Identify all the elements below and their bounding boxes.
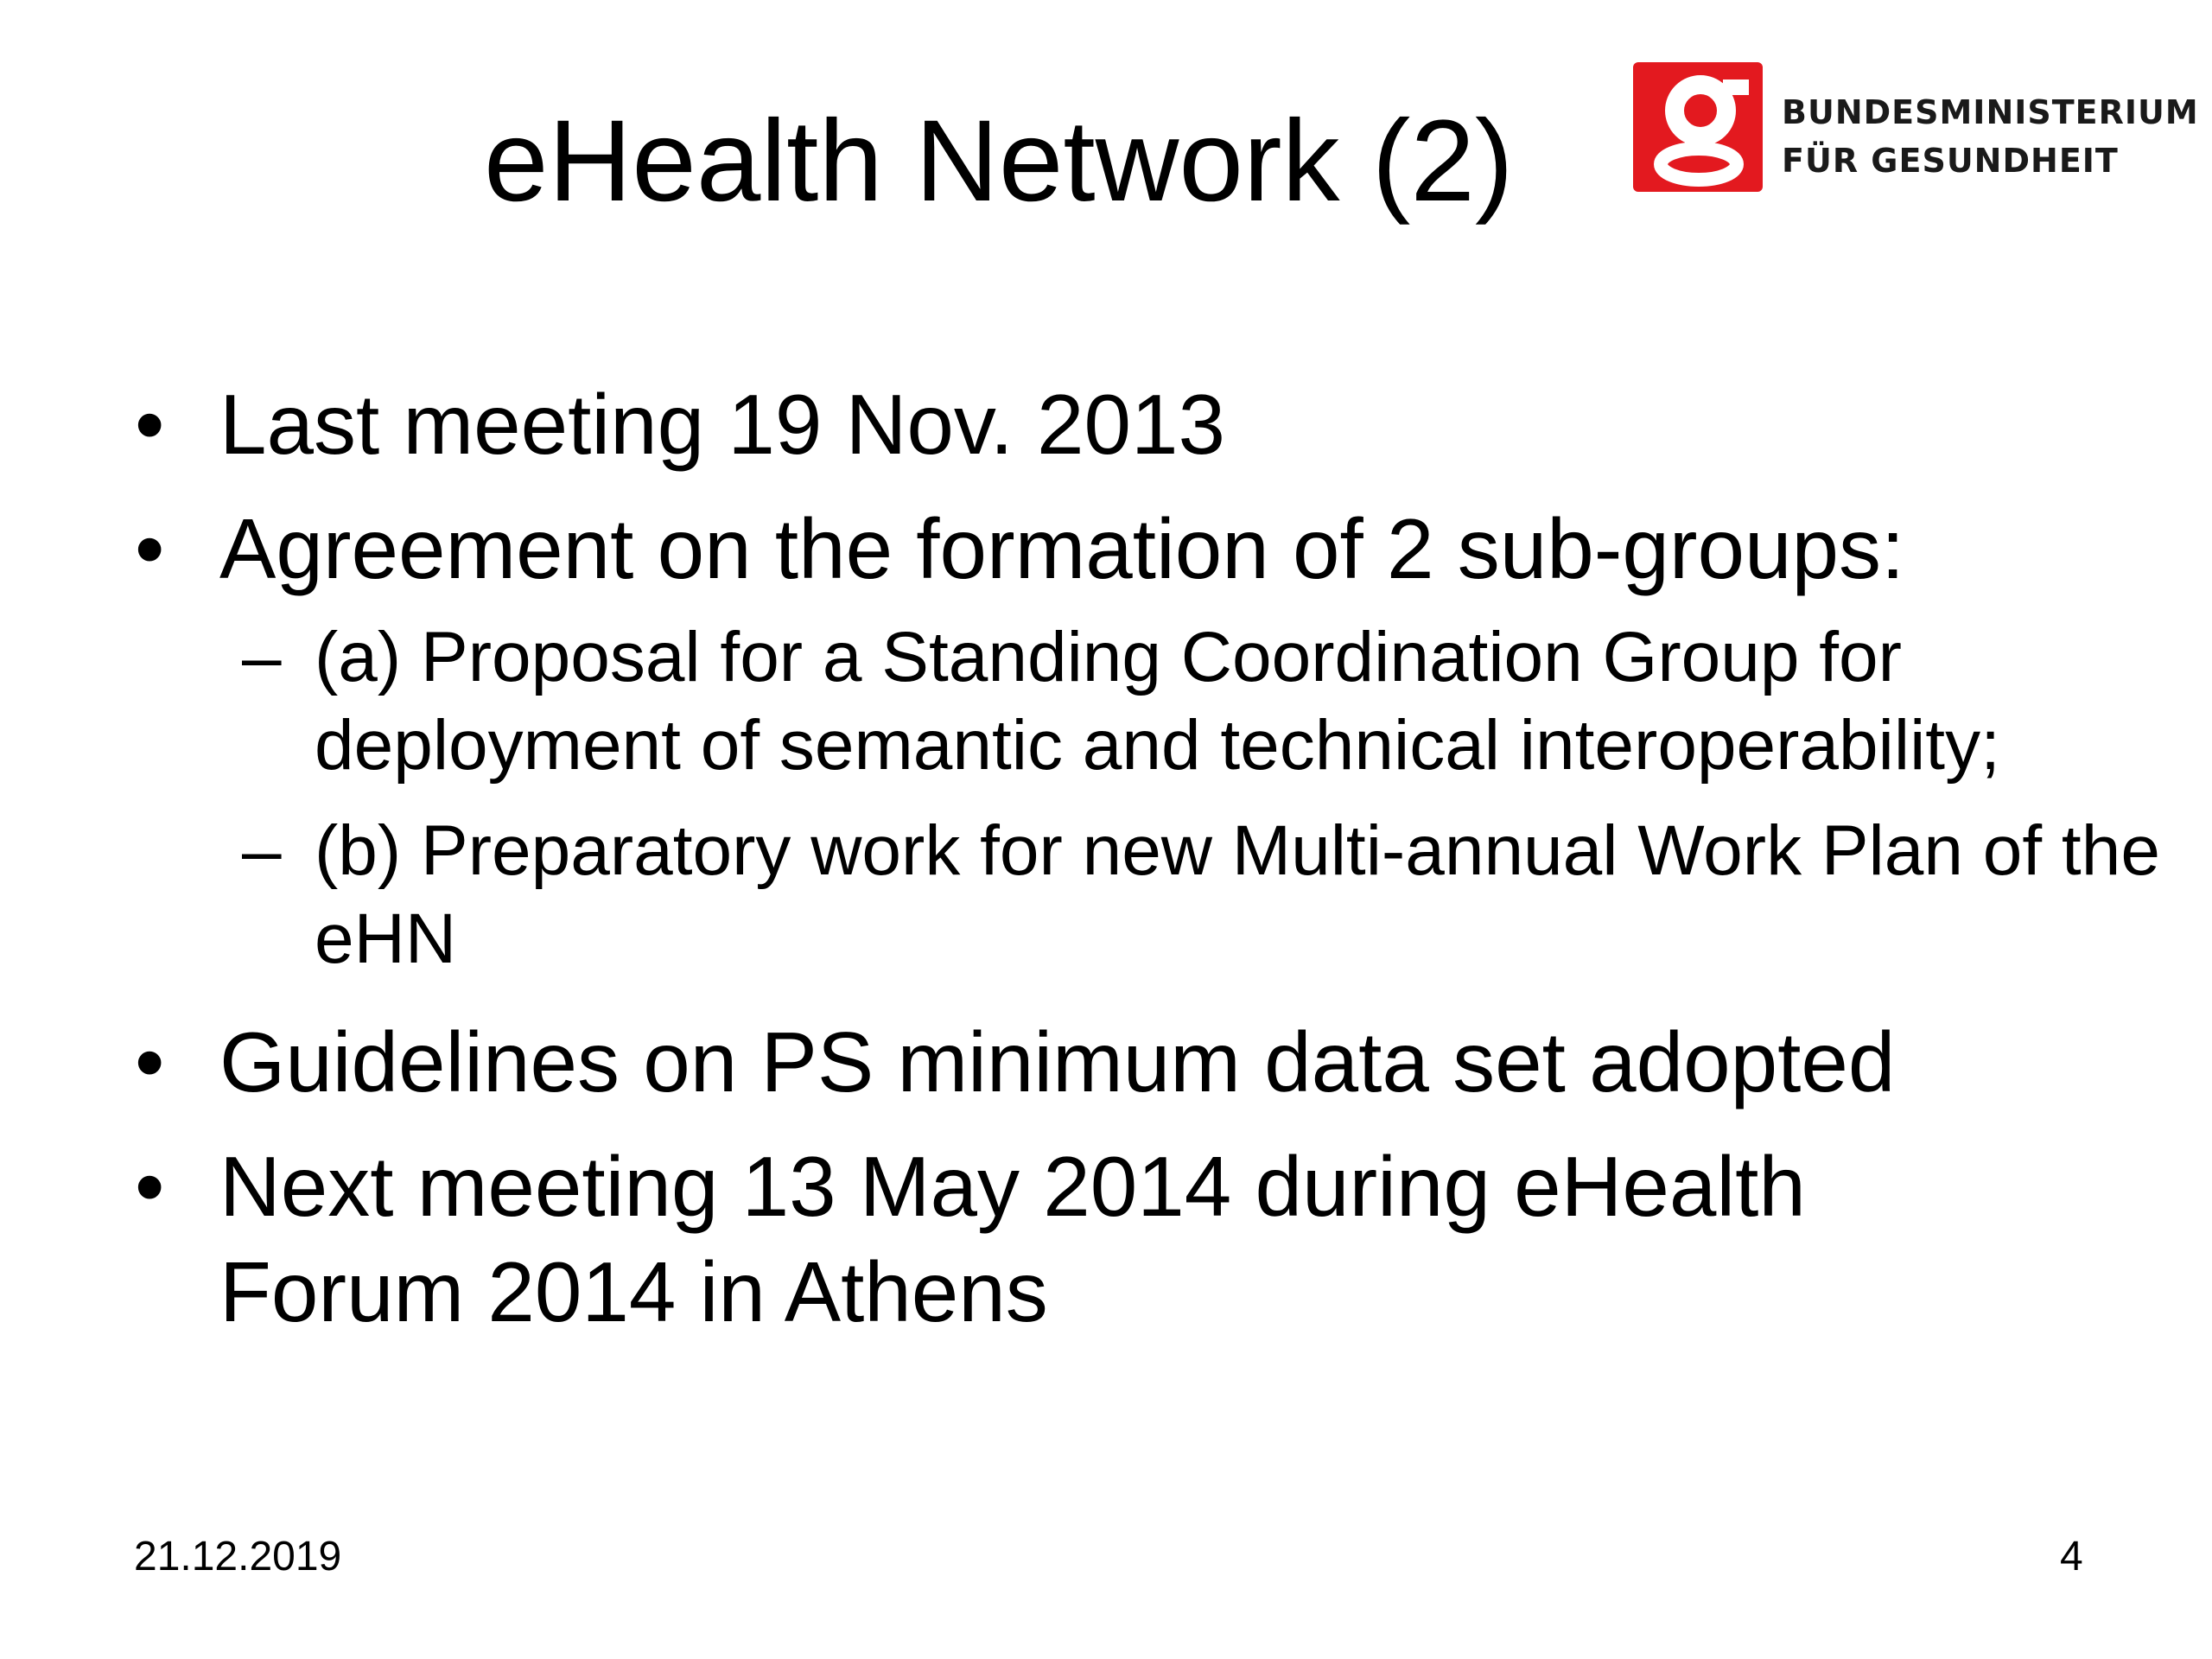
ministry-g-logo-icon: [1633, 62, 1763, 192]
subbullet-item: [130, 613, 2212, 790]
slide-title: eHealth Network (2): [484, 97, 1514, 226]
bullet-item: [130, 496, 2117, 601]
ministry-name-line2: FÜR GESUNDHEIT: [1782, 142, 2119, 180]
subbullet-item: [130, 807, 2212, 983]
bullet-item: [130, 372, 2117, 477]
page-number: 4: [2060, 1534, 2083, 1580]
bullet-list: [130, 372, 2160, 1363]
subbullet-text: (b) Preparatory work for new Multi-annual Work Plan of the eHN: [315, 811, 2160, 978]
ministry-logo: [1633, 62, 2199, 200]
bullet-text: Guidelines on PS minimum data set adopted: [219, 1014, 1896, 1109]
bullet-text: Last meeting 19 Nov. 2013: [219, 377, 1226, 472]
bullet-item: [130, 1009, 2117, 1115]
dash-marker: –: [242, 811, 282, 890]
bullet-marker: •: [135, 1139, 165, 1234]
ministry-name: [1782, 88, 2199, 185]
dash-marker: –: [242, 618, 282, 696]
ministry-name-line1: BUNDESMINISTERIUM: [1782, 93, 2199, 131]
bullet-text: Agreement on the formation of 2 sub-groups:: [219, 501, 1905, 596]
bullet-text: Next meeting 13 May 2014 during eHealth Forum 2014 in Athens: [219, 1139, 1806, 1339]
bullet-marker: •: [135, 1014, 165, 1109]
bullet-marker: •: [135, 501, 165, 596]
bullet-item: [130, 1134, 2034, 1344]
footer-date: 21.12.2019: [134, 1534, 342, 1580]
bullet-marker: •: [135, 377, 165, 472]
subbullet-text: (a) Proposal for a Standing Coordination Group for deployment of semantic and technical interoperability;: [315, 618, 2000, 785]
